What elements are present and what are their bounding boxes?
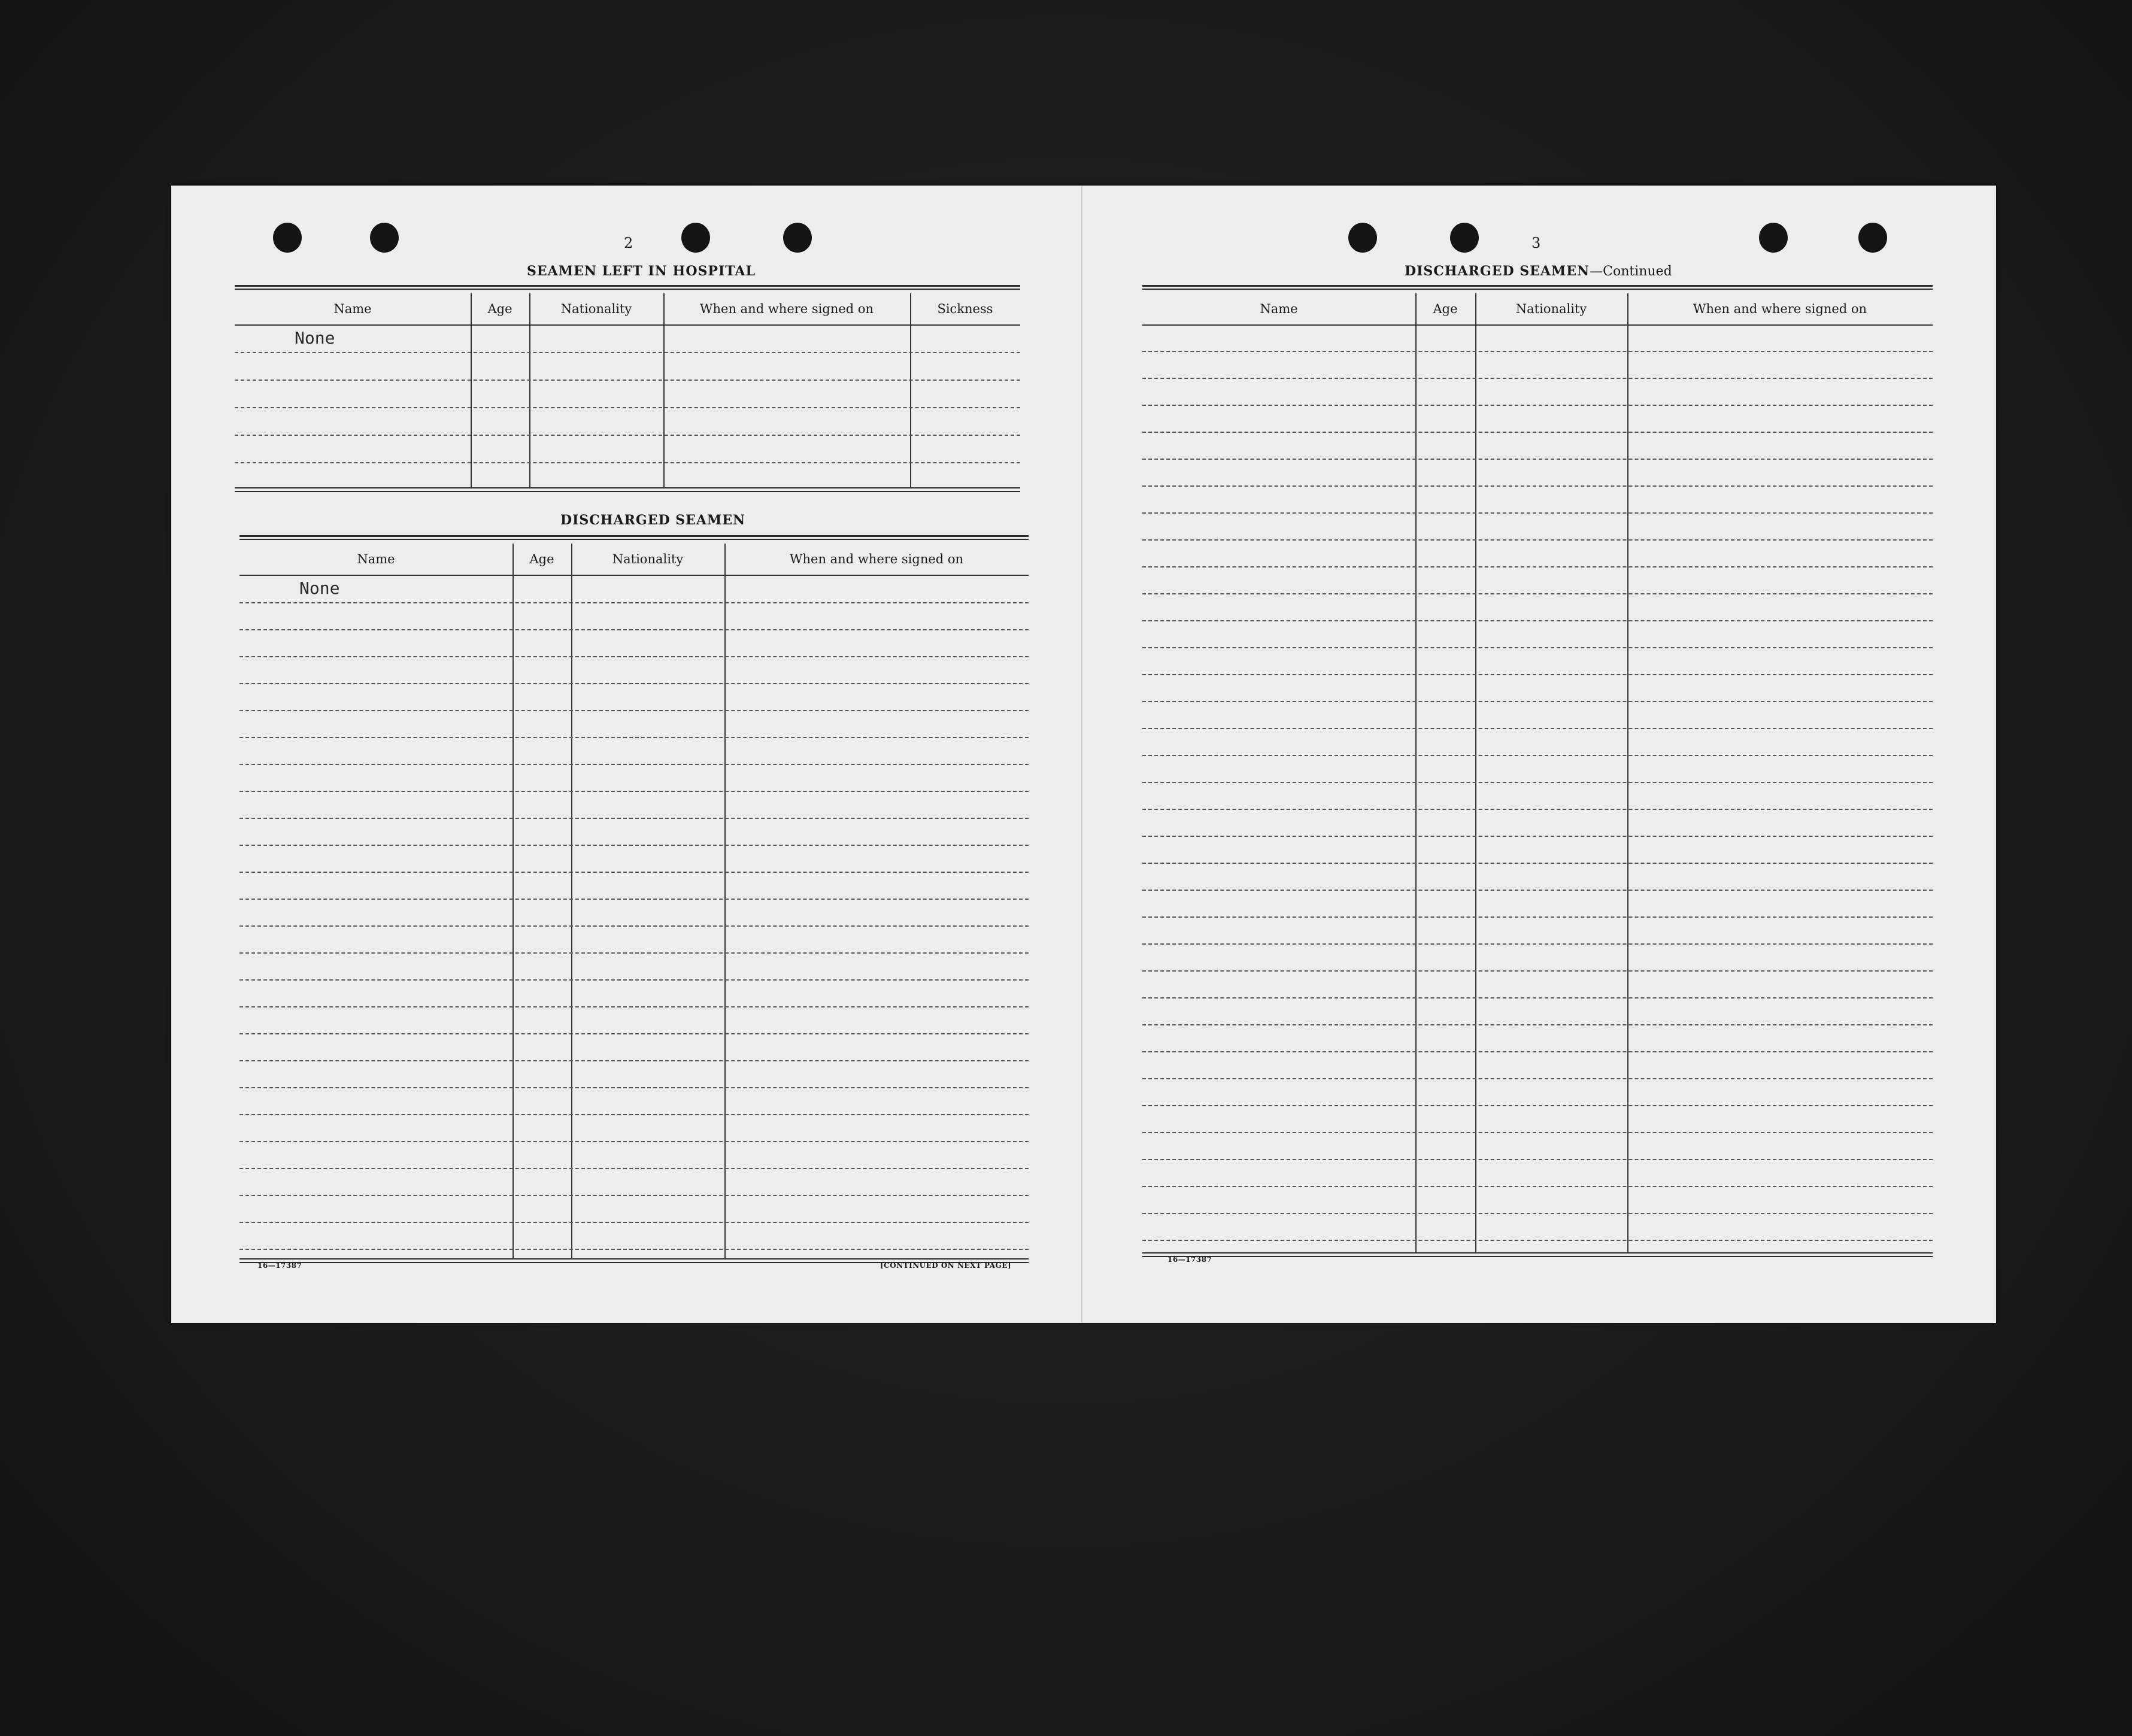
table-row <box>1142 1213 1933 1241</box>
punch-hole <box>1450 223 1479 253</box>
table-row <box>239 1034 1029 1061</box>
col-header-age: Age <box>529 552 554 566</box>
punch-hole <box>783 223 812 253</box>
punch-hole <box>1348 223 1377 253</box>
table-row <box>239 980 1029 1007</box>
table-row <box>239 1088 1029 1115</box>
table-row <box>239 603 1029 630</box>
table-bottom-rule <box>235 487 1020 492</box>
table-row <box>1142 378 1933 406</box>
col-header-signed-on: When and where signed on <box>789 552 964 566</box>
table-row <box>239 657 1029 684</box>
table-row <box>239 1007 1029 1034</box>
table-header <box>235 293 1020 326</box>
discharged-table-right <box>1142 285 1933 1255</box>
form-number-right: 16—17387 <box>1167 1255 1212 1264</box>
table-row <box>1142 998 1933 1025</box>
table-row <box>1142 567 1933 594</box>
table-row <box>239 576 1029 603</box>
discharged-table-left <box>239 535 1029 1248</box>
punch-hole <box>1858 223 1887 253</box>
table-row <box>239 1142 1029 1169</box>
table-row <box>1142 1052 1933 1079</box>
table-row <box>239 791 1029 819</box>
page-number-left: 2 <box>624 235 633 251</box>
punch-hole <box>1759 223 1788 253</box>
table-row <box>239 1061 1029 1088</box>
table-row <box>1142 890 1933 918</box>
center-fold <box>1081 186 1082 1323</box>
table-row <box>1142 782 1933 810</box>
table-row <box>239 953 1029 981</box>
table-row <box>239 1222 1029 1250</box>
table-row <box>1142 405 1933 433</box>
table-row <box>1142 1160 1933 1187</box>
table-row <box>1142 324 1933 352</box>
table-row <box>239 738 1029 765</box>
table-row <box>1142 702 1933 729</box>
col-header-nationality: Nationality <box>1515 302 1587 316</box>
table-row <box>239 926 1029 954</box>
table-header <box>239 544 1029 576</box>
hospital-section-title: SEAMEN LEFT IN HOSPITAL <box>527 263 756 279</box>
table-row <box>1142 1186 1933 1214</box>
table-row <box>239 1115 1029 1142</box>
table-row <box>239 1195 1029 1223</box>
table-row <box>239 630 1029 657</box>
table-row <box>235 436 1020 463</box>
col-header-nationality: Nationality <box>560 302 632 316</box>
table-row <box>239 872 1029 900</box>
table-row <box>235 326 1020 353</box>
table-row <box>239 764 1029 792</box>
table-row <box>235 381 1020 408</box>
ledger-sheet <box>171 186 1996 1323</box>
table-row <box>1142 971 1933 998</box>
table-row <box>239 818 1029 846</box>
table-top-rule <box>1142 285 1933 290</box>
table-row <box>1142 1025 1933 1052</box>
col-header-name: Name <box>357 552 395 566</box>
col-header-signed-on: When and where signed on <box>1693 302 1867 316</box>
col-header-nationality: Nationality <box>612 552 684 566</box>
table-row <box>239 684 1029 711</box>
table-row <box>1142 594 1933 621</box>
page-number-right: 3 <box>1531 235 1541 251</box>
table-header <box>1142 293 1933 326</box>
table-row <box>1142 944 1933 972</box>
col-header-name: Name <box>333 302 372 316</box>
col-header-signed-on: When and where signed on <box>699 302 874 316</box>
punch-hole <box>370 223 399 253</box>
table-top-rule <box>239 535 1029 540</box>
punch-hole <box>273 223 302 253</box>
table-row <box>1142 1106 1933 1133</box>
table-row <box>1142 675 1933 702</box>
table-row <box>1142 486 1933 514</box>
table-row <box>1142 432 1933 460</box>
col-header-age: Age <box>1433 302 1458 316</box>
table-row <box>1142 917 1933 945</box>
table-row <box>235 408 1020 436</box>
col-header-age: Age <box>487 302 512 316</box>
entry-text: None <box>299 578 340 598</box>
table-row <box>235 353 1020 381</box>
table-row <box>1142 809 1933 837</box>
table-row <box>1142 351 1933 379</box>
form-number-left: 16—17387 <box>257 1261 302 1270</box>
title-bold: DISCHARGED SEAMEN <box>1405 263 1590 279</box>
table-row <box>1142 1133 1933 1160</box>
table-row <box>1142 863 1933 891</box>
title-continued: —Continued <box>1590 264 1672 279</box>
table-row <box>1142 836 1933 864</box>
table-row <box>239 1169 1029 1196</box>
discharged-section-title: DISCHARGED SEAMEN <box>560 512 746 528</box>
col-header-name: Name <box>1260 302 1298 316</box>
punch-hole <box>681 223 710 253</box>
entry-text: None <box>295 328 335 348</box>
table-row <box>1142 729 1933 756</box>
discharged-continued-title <box>1405 263 1672 279</box>
table-bottom-rule <box>1142 1252 1933 1257</box>
table-row <box>1142 621 1933 648</box>
table-row <box>239 899 1029 927</box>
table-row <box>1142 459 1933 487</box>
col-header-sickness: Sickness <box>937 302 993 316</box>
table-row <box>239 845 1029 873</box>
table-row <box>1142 648 1933 675</box>
table-top-rule <box>235 285 1020 290</box>
table-row <box>1142 540 1933 567</box>
table-row <box>1142 755 1933 783</box>
table-row <box>239 711 1029 738</box>
continued-note: [CONTINUED ON NEXT PAGE] <box>880 1261 1012 1270</box>
table-row <box>1142 513 1933 541</box>
table-row <box>1142 1079 1933 1106</box>
